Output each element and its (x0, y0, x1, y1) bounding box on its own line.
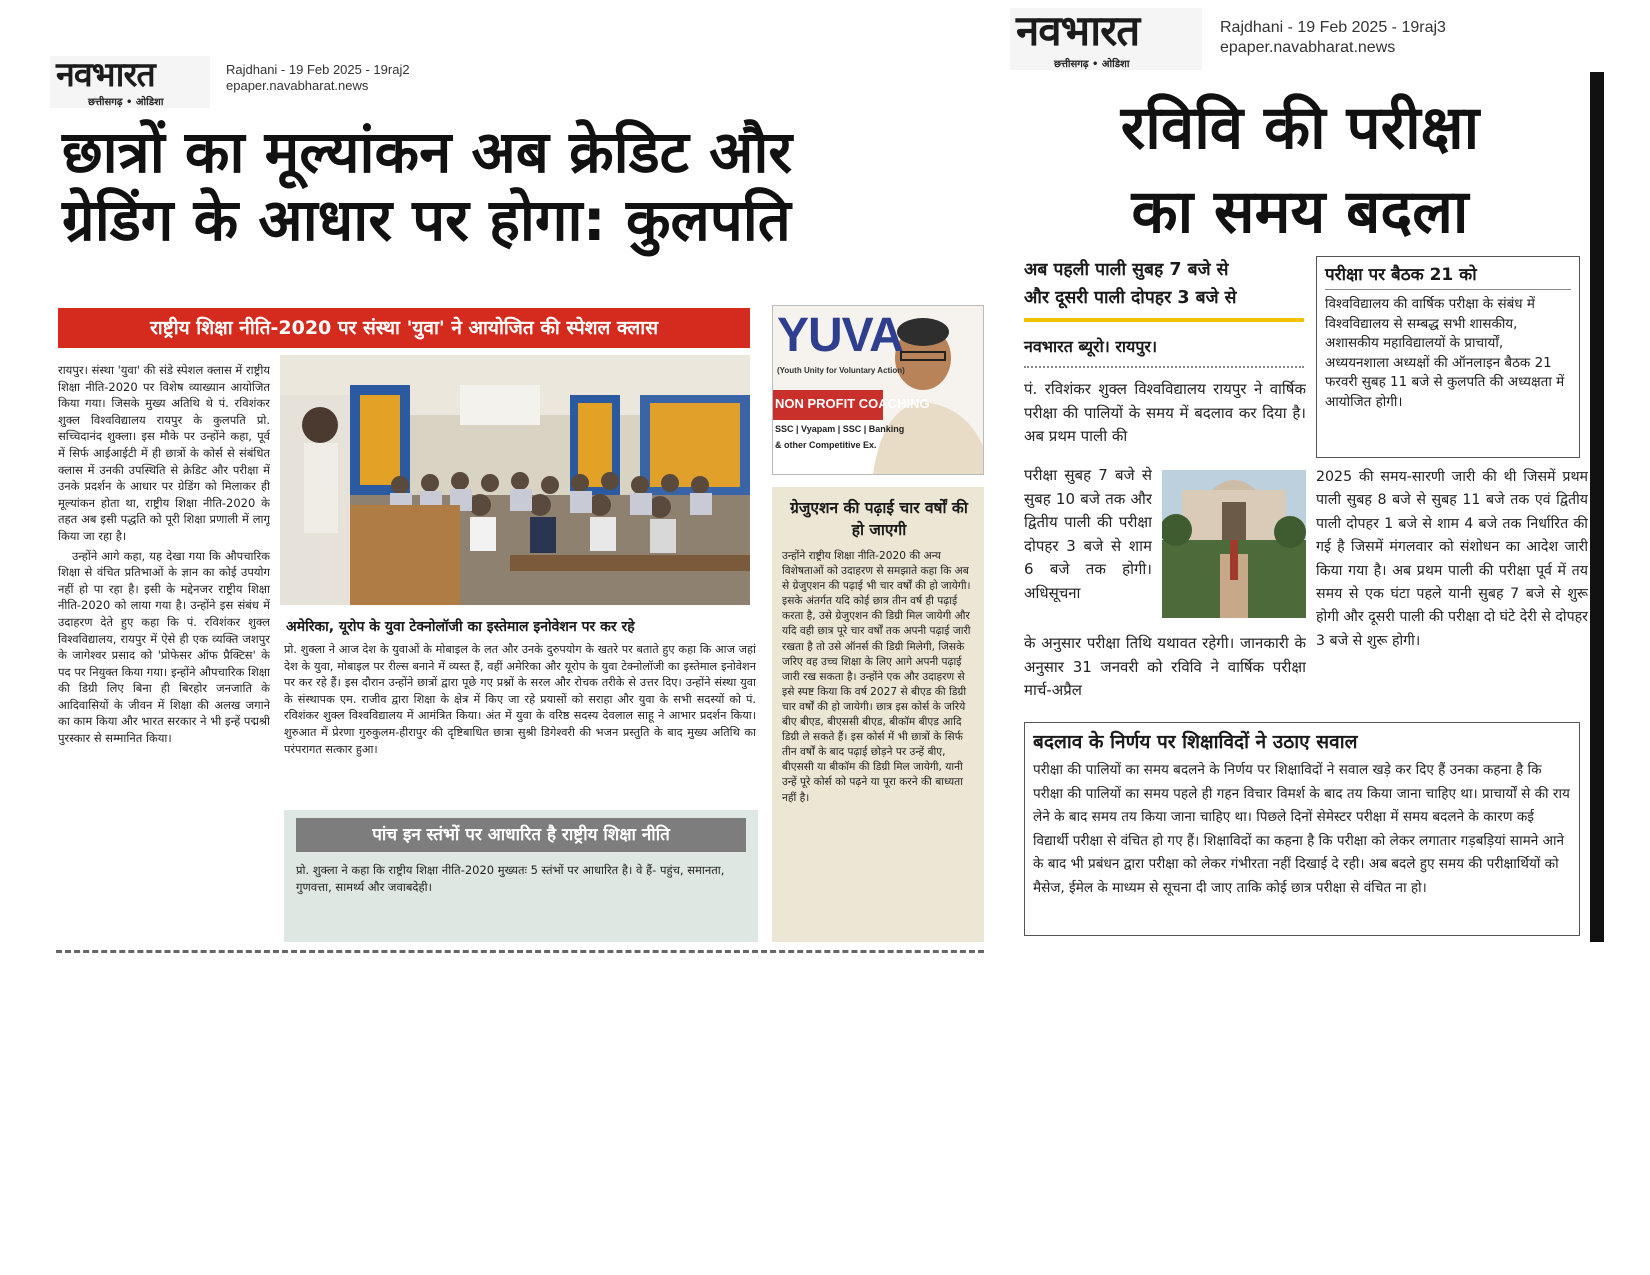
right-subhead (1024, 256, 1310, 312)
right-page (1010, 0, 1610, 960)
left-edition-text: Rajdhani - 19 Feb 2025 - 19raj2 (226, 62, 410, 77)
photo-yuva-text: YUVA (777, 309, 903, 362)
left-headline-line2: ग्रेडिंग के आधार पर होगा: कुलपति (62, 186, 791, 255)
left-page (50, 50, 990, 960)
photo-coaching-text: NON PROFIT COACHING (775, 396, 930, 411)
question-box (1024, 722, 1580, 936)
right-body-after: के अनुसार परीक्षा तिथि यथावत रहेगी। जानकारी के अनुसार 31 जनवरी को रविवि ने वार्षिक परीक्षा मार्च-अप्रैल (1024, 634, 1306, 699)
right-subhead-line1: अब पहली पाली सुबह 7 बजे से (1024, 260, 1229, 280)
graduation-sidebar-title: ग्रेजुएशन की पढ़ाई चार वर्षों की हो जाएगी (790, 499, 968, 539)
left-body-paragraph-2: उन्होंने आगे कहा, यह देखा गया कि औपचारिक शिक्षा से वंचित प्रतिभाओं के ज्ञान का कोई उपयोग नहीं हो पा रहा है। इसी के मद्देनजर राष्ट्रीय शिक्षा नीति-2020 को लाया गया है। उन्होंने इस संबंध में उदाहरण देते हुए कहा कि पं. रविशंकर शुक्ल विश्वविद्यालय, रायपुर में ऐसे ही एक व्यक्ति जशपुर के जागेश्वर प्रसाद को 'प्रोफेसर ऑफ प्रैक्टिस' के पद पर नियुक्त किया गया। इन्होंने औपचारिक शिक्षा की डिग्री लिए बिना ही बिरहोर जनजाति के आदिवासियों के जीवन में शिक्षा की अलख जगाने का काम किया और भारत सरकार ने भी इन्हें पद्मश्री पुरस्कार से सम्मानित किया। (58, 548, 270, 746)
right-masthead-logo: नवभारत (1016, 6, 1140, 55)
university-photo (1162, 470, 1306, 618)
left-body-column-1 (58, 362, 270, 944)
right-body-intro: पं. रविशंकर शुक्ल विश्वविद्यालय रायपुर ने वार्षिक परीक्षा की पालियों के समय में बदलाव कर दिया है। अब प्रथम पाली की (1024, 380, 1306, 445)
speaker-photo (772, 305, 984, 475)
tech-subhead: अमेरिका, यूरोप के युवा टेक्नोलॉजी का इस्तेमाल इनोवेशन पर कर रहे (286, 619, 635, 635)
question-box-body: परीक्षा की पालियों का समय बदलने के निर्णय पर शिक्षाविदों ने सवाल खड़े कर दिए हैं उनका कहना है कि परीक्षा की पालियों का समय पहले ही गहन विचार विमर्श के बाद तय किया जाना चाहिए था। प्राचार्यों से की राय लेने के बाद समय तय किया जाना चाहिए था। पिछले दिनों सेमेस्टर परीक्षा में समय बदलने के कारण कई विद्यार्थी परीक्षा से वंचित हो गए हैं। शिक्षाविदों का कहना है कि परीक्षा को लेकर लगातार गड़बड़ियां सामने आने के बाद भी प्रबंधन द्वारा परीक्षा को लेकर गंभीरता नहीं दिखाई दे रही। अब बदले हुए समय की परीक्षार्थियों को मैसेज, ईमेल के माध्यम से सूचना दी जाए ताकि कोई छात्र परीक्षा से वंचित ना हो। (1033, 762, 1570, 896)
right-headline-line2: का समय बदला (1131, 177, 1469, 247)
right-page-edge-bar (1590, 72, 1604, 942)
right-masthead (1010, 8, 1202, 70)
left-body-paragraph-1: रायपुर। संस्था 'युवा' की संडे स्पेशल क्लास में राष्ट्रीय शिक्षा नीति-2020 पर विशेष व्याख्यान आयोजित किया गया। जिसके मुख्य अतिथि थे पं. रविशंकर शुक्ल विश्वविद्यालय रायपुर के कुलपति प्रो. सच्चिदानंद शुक्ला। इस मौके पर उन्होंने कहा, पूर्व में सिर्फ आईआईटी में ही छात्रों के कोर्स से संबंधित क्लास में उनकी उपस्थिति से क्रेडिट और परीक्षा में उनके प्रदर्शन के आधार पर ग्रेडिंग को मिलाकर ही मूल्यांकन होता था, राष्ट्रीय शिक्षा नीति-2020 के तहत अब इसी पद्धति को पूरी शिक्षा प्रणाली में लागू किया जा रहा है। (58, 363, 270, 543)
left-edition-info (226, 62, 410, 95)
left-site-text: epaper.navabharat.news (226, 78, 369, 94)
left-masthead-logo-sub: छत्तीसगढ़ • ओडिशा (88, 97, 164, 108)
right-headline-line1: रविवि की परीक्षा (1120, 93, 1480, 163)
right-masthead-logo-sub: छत्तीसगढ़ • ओडिशा (1054, 59, 1130, 70)
left-headline-line1: छात्रों का मूल्यांकन अब क्रेडिट और (62, 118, 793, 186)
pillars-box (284, 810, 758, 942)
photo-yuva-subtext: (Youth Unity for Voluntary Action) (777, 366, 905, 375)
left-masthead (50, 56, 210, 108)
graduation-sidebar-body: उन्होंने राष्ट्रीय शिक्षा नीति-2020 की अन्य विशेषताओं को उदाहरण से समझाते कहा कि अब से ग्रेजुएशन की पढ़ाई भी चार वर्षों की हो जायेगी। इसके अंतर्गत यदि कोई छात्र तीन वर्ष ही पढ़ाई करता है, उसे ग्रेजुएशन की डिग्री मिल जायेगी और यदि वही छात्र पूरे चार वर्षों तक अपनी पढ़ाई जारी रखता है तो उसे ऑनर्स की डिग्री मिलेगी, जिसके जरिए वह उच्च शिक्षा के लिए आगे अपनी पढ़ाई जारी रख सकता है। उन्होंने एक और उदाहरण से इसे स्पष्ट किया कि वर्ष 2027 से बीएड की डिग्री चार वर्षों की हो जायेगी। छात्र इस कोर्स के जरिये बीए बीएड, बीएससी बीएड, बीकॉम बीएड आदि डिग्री ले सकते हैं। इस कोर्स में भी छात्रों के सिर्फ तीन वर्षों के बाद पढ़ाई छोड़ने पर उन्हें बीए, बीएससी या बीकॉम की डिग्री मिल जायेगी, यानी उन्हें पूरे कोर्स को पढ़ने या पूरा करने की बाध्यता नहीं है। (782, 550, 971, 804)
right-body-wrap: परीक्षा सुबह 7 बजे से सुबह 10 बजे तक और द्वितीय पाली की परीक्षा दोपहर 3 बजे से शाम 6 बजे तक होगी। अधिसूचना (1024, 466, 1152, 602)
meeting-title-rule (1325, 289, 1571, 290)
right-subhead-line2: और दूसरी पाली दोपहर 3 बजे से (1024, 288, 1237, 308)
left-headline (62, 118, 992, 255)
question-box-title: बदलाव के निर्णय पर शिक्षाविदों ने उठाए सवाल (1033, 731, 1358, 753)
pillars-body: प्रो. शुक्ला ने कहा कि राष्ट्रीय शिक्षा नीति-2020 मुख्यतः 5 स्तंभों पर आधारित है। वे हैं- पहुंच, समानता, गुणवत्ता, सामर्थ्य और जवाबदेही। (296, 863, 725, 894)
left-masthead-logo: नवभारत (56, 55, 155, 95)
graduation-sidebar (772, 487, 984, 942)
meeting-box-title: परीक्षा पर बैठक 21 को (1325, 265, 1477, 285)
photo-exams-text-2: & other Competitive Ex. (775, 440, 877, 450)
meeting-box (1316, 256, 1580, 458)
classroom-photo (280, 355, 750, 605)
right-edition-info (1220, 18, 1446, 58)
meeting-box-body: विश्वविद्यालय की वार्षिक परीक्षा के संबंध में विश्वविद्यालय से सम्बद्ध सभी शासकीय, अशासकीय महाविद्यालयों के प्राचार्यों, अध्ययनशाला अध्यक्षों की ऑनलाइन बैठक 21 फरवरी सुबह 11 बजे से कुलपति की अध्यक्षता में आयोजित होगी। (1325, 296, 1565, 410)
right-edition-text: Rajdhani - 19 Feb 2025 - 19raj3 (1220, 19, 1446, 36)
right-site-text: epaper.navabharat.news (1220, 39, 1396, 56)
photo-exams-text: SSC | Vyapam | SSC | Banking (775, 424, 905, 434)
tech-body: प्रो. शुक्ला ने आज देश के युवाओं के मोबाइल के लत और उनके दुरुपयोग के खतरे पर बताते हुए कहा कि आज जहां देश के युवा, मोबाइल पर रील्स बनाने में व्यस्त हैं, वहीं अमेरिका और यूरोप के युवा टेक्नोलॉजी का इस्तेमाल इनोवेशन पर कर रहे हैं। इस दौरान उन्होंने छात्रों द्वारा पूछे गए प्रश्नों के सरल और रोचक तरीके से उत्तर दिए। उन्होंने संस्था युवा के संस्थापक एम. राजीव द्वारा शिक्षा के क्षेत्र में किए जा रहे प्रयासों को सराहा और युवा के सभी सदस्यों को पं. रविशंकर शुक्ल विश्वविद्यालय में आमंत्रित किया। अंत में युवा के वरिष्ठ सदस्य देवलाल साहू ने आभार प्रदर्शन किया। शुरुआत में प्रेरणा गुरुकुलम-हीरापुर की दृष्टिबाधित छात्रा सुश्री डिगेश्वरी की भजन प्रस्तुति के बाद मुख्य अतिथि का परंपरागत सत्कार हुआ। (284, 643, 756, 756)
right-headline (1030, 86, 1570, 254)
subhead-underline (1024, 318, 1304, 322)
left-page-bottom-rule (56, 950, 984, 953)
pillars-title: पांच इन स्तंभों पर आधारित है राष्ट्रीय शिक्षा नीति (296, 818, 746, 852)
right-byline: नवभारत ब्यूरो। रायपुर। (1024, 337, 1158, 356)
left-banner: राष्ट्रीय शिक्षा नीति-2020 पर संस्था 'युवा' ने आयोजित की स्पेशल क्लास (58, 308, 750, 348)
right-body-column-2: 2025 की समय-सारणी जारी की थी जिसमें प्रथम पाली सुबह 8 बजे से सुबह 11 बजे तक एवं द्वितीय पाली दोपहर 1 बजे से शाम 4 बजे तक निर्धारित की गई है जिसमें मंगलवार को संशोधन का आदेश जारी किया गया है। अब प्रथम पाली की परीक्षा पूर्व में तय समय से एक घंटा पहले यानी सुबह 7 बजे से शुरू होगी और दूसरी पाली की परीक्षा दो घंटे देरी से दोपहर 3 बजे से शुरू होगी। (1316, 469, 1588, 649)
byline-rule (1024, 366, 1304, 368)
